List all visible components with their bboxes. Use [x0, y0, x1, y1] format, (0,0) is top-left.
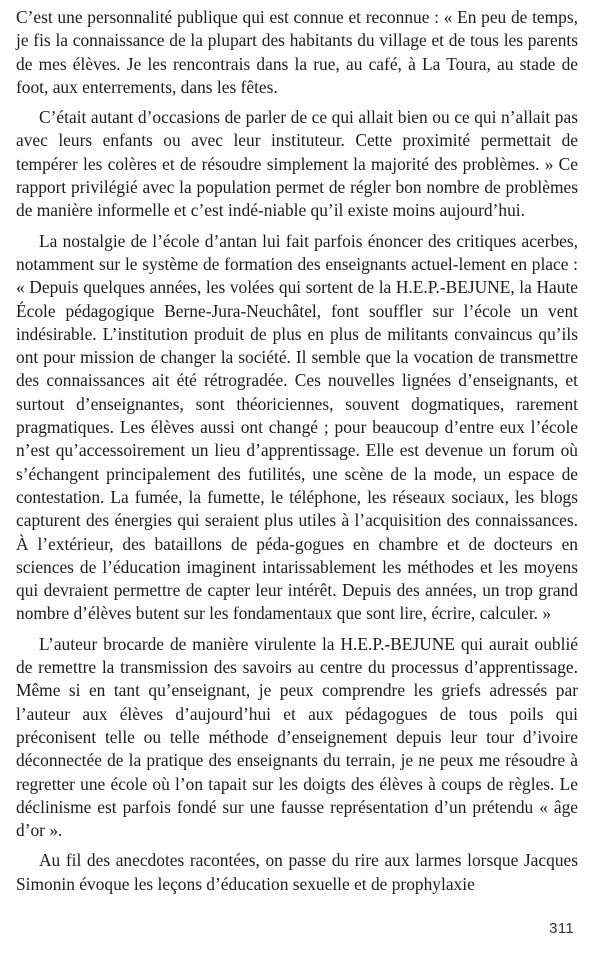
body-text	[16, 6, 578, 903]
page-number: 311	[549, 920, 574, 937]
paragraph-3: La nostalgie de l’école d’antan lui fait parfois énoncer des critiques acerbes, notamment sur le système de formation des enseignants actuel-lement en place : « Depuis quelques années, les volées qui sortent de la H.E.P.-BEJUNE, la Haute École pédagogique Berne-Jura-Neuchâtel, font souffler sur l’école un vent indésirable. L’institution produit de plus en plus de militants convaincus qu’ils ont pour mission de changer la société. Il semble que la vocation de transmettre des connaissances ait été rétrogradée. Ces nouvelles lignées d’enseignants, et surtout d’enseignantes, sont théoriciennes, souvent dogmatiques, rarement pragmatiques. Les élèves aussi ont changé ; pour beaucoup d’entre eux l’école n’est qu’accessoirement un lieu d’apprentissage. Elle est devenue un forum où s’échangent principalement des futilités, une scène de la mode, un espace de contestation. La fumée, la fumette, le téléphone, les réseaux sociaux, les blogs capturent des énergies qui seraient plus utiles à l’acquisition des connaissances. À l’extérieur, des bataillons de péda-gogues en chambre et de docteurs en sciences de l’éducation imaginent intarissablement les méthodes et les moyens qui devraient permettre de capter leur intérêt. Depuis des années, un trop grand nombre d’élèves butent sur les fondamentaux que sont lire, écrire, calculer. »	[16, 230, 578, 624]
paragraph-4: L’auteur brocarde de manière virulente la H.E.P.-BEJUNE qui aurait oublié de remettre la transmission des savoirs au centre du processus d’apprentissage. Même si en tant qu’enseignant, je peux comprendre les griefs adressés par l’auteur aux élèves d’aujourd’hui et aux pédagogues de tous poils qui préconisent telle ou telle méthode d’enseignement depuis leur tour d’ivoire déconnectée de la pratique des enseignants du terrain, je ne peux me résoudre à regretter une école où l’on tapait sur les doigts des élèves à coups de règles. Le déclinisme est parfois fondé sur une fausse représentation d’un prétendu « âge d’or ».	[16, 633, 578, 841]
paragraph-1: C’est une personnalité publique qui est connue et reconnue : « En peu de temps, je fis la connaissance de la plupart des habitants du village et de tous les parents de mes élèves. Je les rencontrais dans la rue, au café, à La Toura, au stade de foot, aux enterrements, dans les fêtes.	[16, 7, 578, 97]
paragraph-5: Au fil des anecdotes racontées, on passe du rire aux larmes lorsque Jacques Simonin évoque les leçons d’éducation sexuelle et de prophylaxie	[16, 850, 578, 894]
paragraph-2: C’était autant d’occasions de parler de ce qui allait bien ou ce qui n’allait pas avec leurs enfants ou avec leur instituteur. Cette proximité permettait de tempérer les colères et de résoudre simplement la majorité des problèmes. » Ce rapport privilégié avec la population permet de régler bon nombre de problèmes de manière informelle et c’est indé-niable qu’il existe moins aujourd’hui.	[16, 107, 578, 221]
